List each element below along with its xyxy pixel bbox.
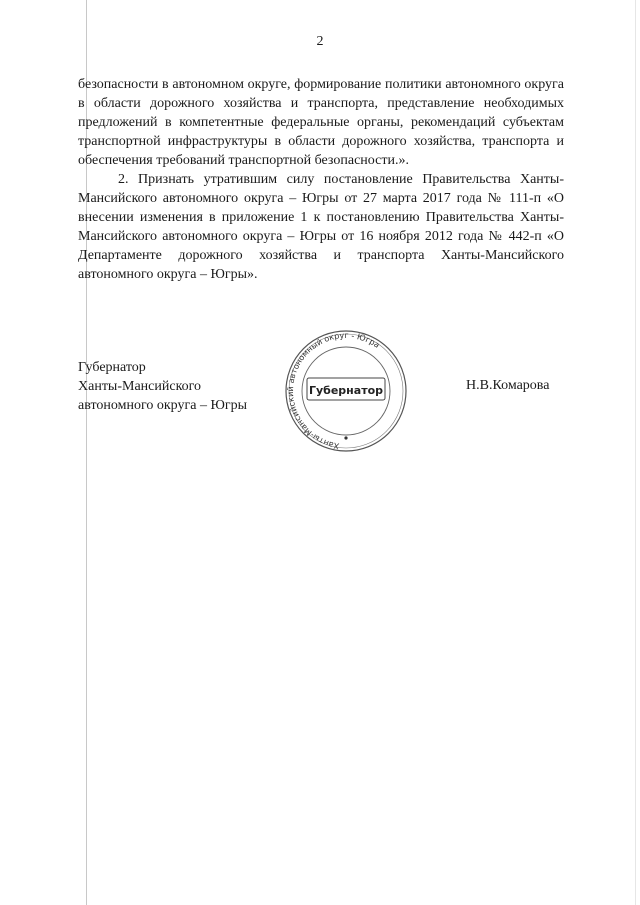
signatory-title-line-3: автономного округа – Югры (78, 398, 247, 413)
paragraph-continuation: безопасности в автономном округе, формирование политики автономного округа в области дорожного хозяйства и транспорта, представление необходимых предложений в компетентные федеральные органы, рекомендаций субъектам транспортной инфраструктуры в области дорожного хозяйства, транспорта и обеспечения требований транспортной безопасности.». (78, 77, 564, 168)
signatory-title-line-2: Ханты-Мансийского (78, 379, 202, 394)
seal-center-text: Губернатор (308, 384, 384, 397)
signer-name: Н.В.Комарова (466, 378, 550, 393)
paragraph-item-2: 2. Признать утратившим силу постановление Правительства Ханты-Мансийского автономного округа – Югры от 27 марта 2017 года № 111-п «О внесении изменения в приложение 1 к постановлению Правительства Ханты-Мансийского автономного округа – Югры от 16 ноября 2012 года № 442-п «О Департаменте дорожного хозяйства и транспорта Ханты-Мансийского автономного округа – Югры». (78, 172, 564, 282)
official-seal-stamp (285, 320, 407, 470)
seal-ring-text: Ханты-Мансийский автономный округ - Югра (285, 330, 382, 451)
signatory-title-line-1: Губернатор (78, 360, 146, 375)
signatory-title (78, 358, 278, 415)
page-number: 2 (316, 34, 324, 49)
scan-edge-line (635, 0, 636, 905)
document-body (78, 75, 564, 284)
